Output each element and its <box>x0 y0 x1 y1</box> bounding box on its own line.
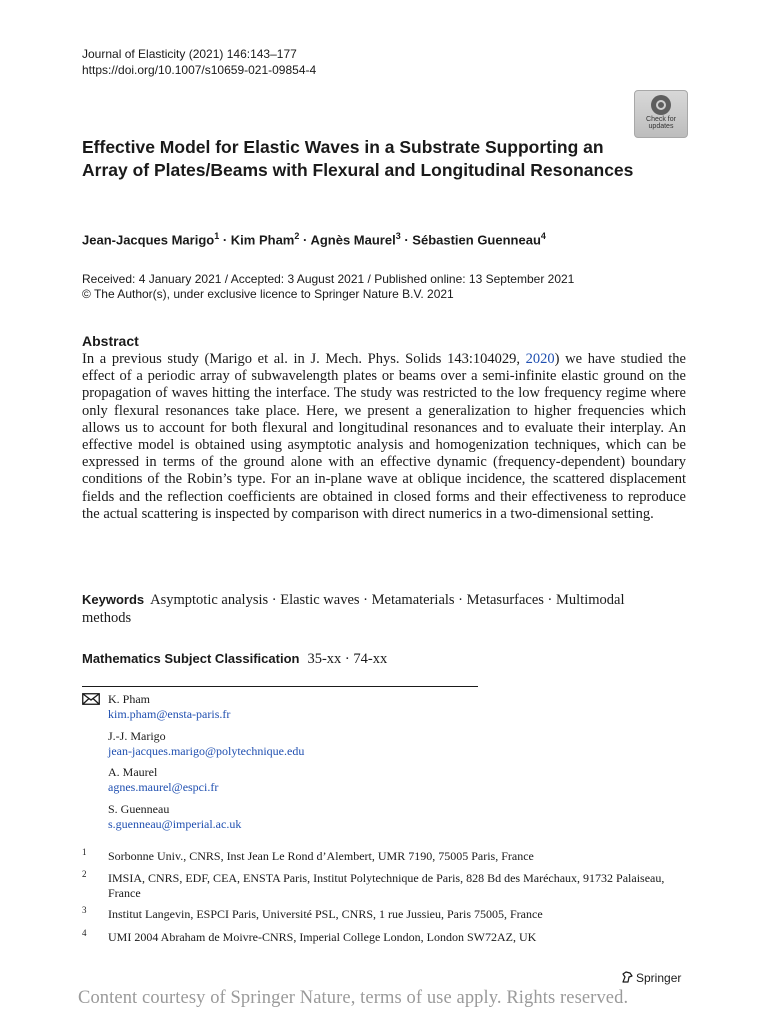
contact-entry <box>108 729 508 758</box>
author-separator: · <box>299 232 311 248</box>
contact-name: S. Guenneau <box>108 802 170 816</box>
contact-name: K. Pham <box>108 692 150 706</box>
check-updates-icon <box>651 95 671 115</box>
paper-title: Effective Model for Elastic Waves in a Substrate Supporting an Array of Plates/Beams with Flexural and Longitudinal Resonances <box>82 137 634 180</box>
journal-citation: Journal of Elasticity (2021) 146:143–177 <box>82 47 297 61</box>
contact-entry <box>108 765 508 794</box>
check-for-updates-badge[interactable] <box>634 90 688 138</box>
keywords-section <box>82 591 642 627</box>
author-name: Jean-Jacques Marigo <box>82 232 215 248</box>
footnote-divider <box>82 686 478 687</box>
publisher-logo <box>620 970 681 985</box>
abstract-text-part: ) we have studied the effect of a periodic array of subwavelength plates or beams over a semi-infinite elastic ground on the propagation of waves hitting the interface. The study was restricted to the low frequency regime where only flexural resonances take place. Here, we present a generalization to higher frequencies which allows us to account for both flexural and longitudinal resonances and to evaluate their interplay. An effective model is obtained using asymptotic analysis and homogenization techniques, which can be expressed in terms of the ground alone with an effective dynamic (frequency-dependent) boundary conditions of the Robin’s type. For an in-plane wave at oblique incidence, the scattered displacement fields and the reflection coefficients are obtained in closed forms and their effectiveness to reproduce the actual scattering is inspected by comparison with direct numerics in a two-dimensional setting. <box>82 351 686 522</box>
author-list <box>82 231 546 247</box>
publisher-name: Springer <box>636 971 682 985</box>
keywords-label: Keywords <box>82 592 145 607</box>
affiliation-text: Institut Langevin, ESPCI Paris, Université PSL, CNRS, 1 rue Jussieu, Paris 75005, France <box>108 907 543 921</box>
author-affiliation-mark: 4 <box>540 231 546 241</box>
affiliation-number: 2 <box>82 869 87 879</box>
affiliation-number: 4 <box>82 928 87 938</box>
contact-name: A. Maurel <box>108 765 158 779</box>
contact-email-link[interactable]: agnes.maurel@espci.fr <box>108 779 219 794</box>
author-affiliation-mark: 3 <box>395 231 401 241</box>
journal-header <box>82 46 316 78</box>
keywords-value: Asymptotic analysis · Elastic waves · Metamaterials · Metasurfaces · Multimodal methods <box>82 592 625 626</box>
author-separator: · <box>219 232 231 248</box>
abstract-text-part: In a previous study (Marigo et al. in J. Mech. Phys. Solids 143:104029, <box>82 351 526 367</box>
badge-line-1: Check for <box>646 116 676 123</box>
abstract-body <box>82 351 686 523</box>
author-name: Agnès Maurel <box>310 232 396 248</box>
contact-entry <box>108 692 508 721</box>
contact-email-link[interactable]: s.guenneau@imperial.ac.uk <box>108 816 242 831</box>
citation-link[interactable]: 2020 <box>525 351 555 367</box>
abstract-heading: Abstract <box>82 333 139 349</box>
envelope-icon <box>82 693 100 705</box>
courtesy-watermark: Content courtesy of Springer Nature, terms of use apply. Rights reserved. <box>78 988 629 1008</box>
contact-email-link[interactable]: jean-jacques.marigo@polytechnique.edu <box>108 743 305 758</box>
springer-horse-icon <box>620 970 634 984</box>
author-affiliation-mark: 1 <box>214 231 220 241</box>
history-dates: Received: 4 January 2021 / Accepted: 3 August 2021 / Published online: 13 September 2021 <box>82 272 575 286</box>
contact-entry <box>108 802 508 831</box>
author-name: Kim Pham <box>230 232 295 248</box>
doi-link[interactable]: https://doi.org/10.1007/s10659-021-09854-4 <box>82 63 317 77</box>
author-separator: · <box>400 232 413 248</box>
msc-label: Mathematics Subject Classification <box>82 651 300 666</box>
copyright-line: © The Author(s), under exclusive licence to Springer Nature B.V. 2021 <box>82 287 454 301</box>
contact-name: J.-J. Marigo <box>108 729 166 743</box>
badge-line-2: updates <box>648 123 674 130</box>
affiliation-text: UMI 2004 Abraham de Moivre-CNRS, Imperial College London, London SW72AZ, UK <box>108 930 537 944</box>
author-affiliation-mark: 2 <box>294 231 300 241</box>
affiliation-text: IMSIA, CNRS, EDF, CEA, ENSTA Paris, Institut Polytechnique de Paris, 828 Bd des Maréchaux, 91732 Palaiseau, France <box>108 871 665 900</box>
author-name: Sébastien Guenneau <box>412 232 541 248</box>
affiliation-number: 3 <box>82 905 87 915</box>
publication-dates <box>82 272 574 302</box>
contact-email-link[interactable]: kim.pham@ensta-paris.fr <box>108 706 231 721</box>
msc-section <box>82 651 387 668</box>
affiliation-text: Sorbonne Univ., CNRS, Inst Jean Le Rond d’Alembert, UMR 7190, 75005 Paris, France <box>108 849 534 863</box>
affiliation-number: 1 <box>82 847 87 857</box>
msc-value: 35-xx · 74-xx <box>307 651 388 667</box>
